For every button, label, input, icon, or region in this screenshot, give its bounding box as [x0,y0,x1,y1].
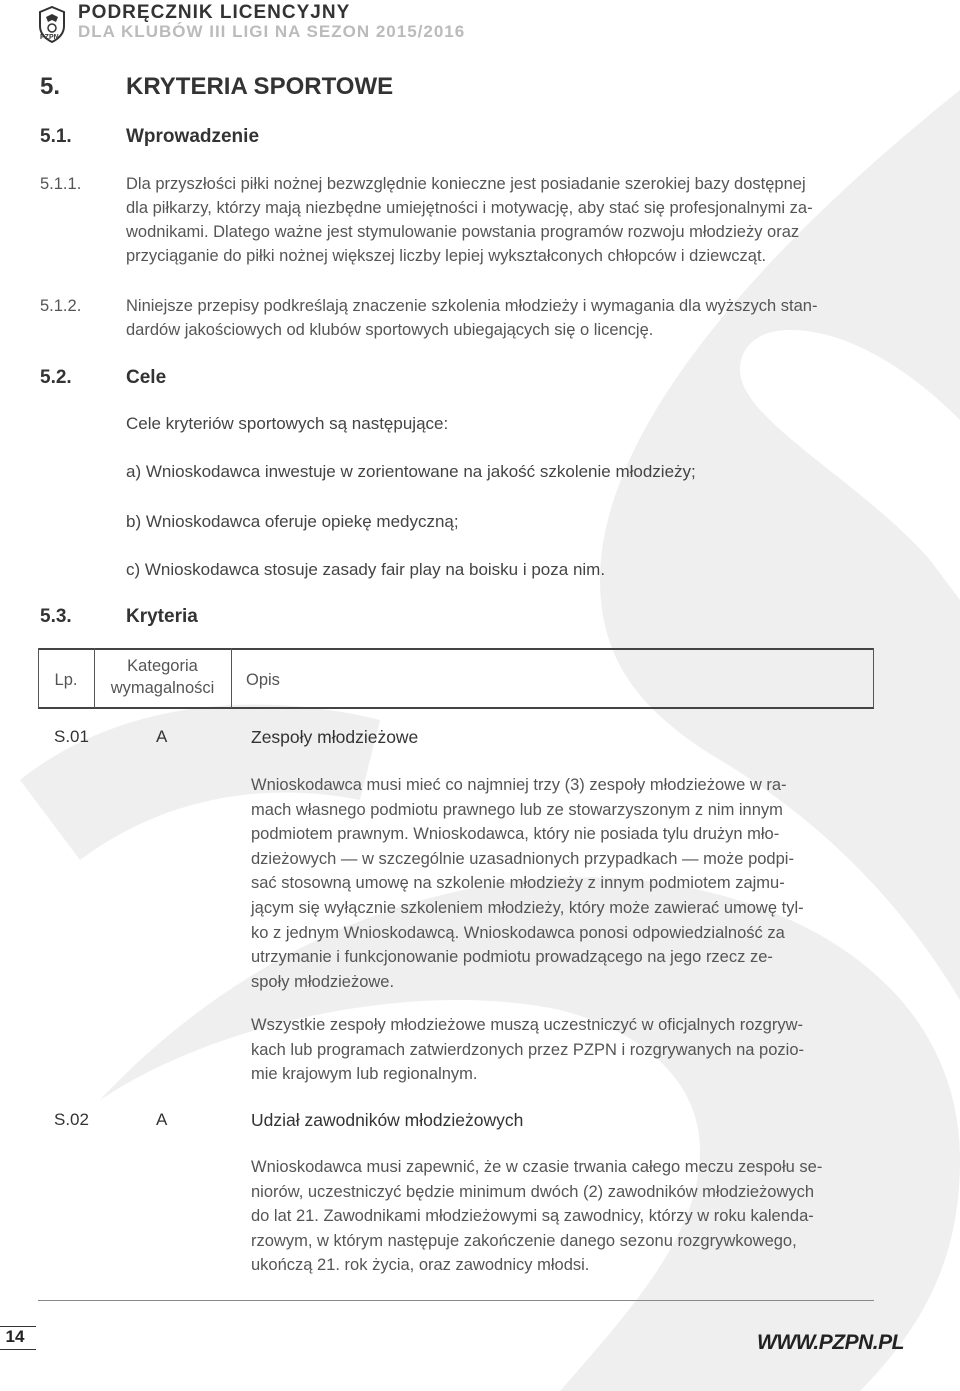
paragraph-text [126,294,886,342]
table-header-line: Kategoria [127,657,198,675]
page-number: 14 [5,1327,25,1346]
description-line: ko z jednym Wnioskodawcą. Wnioskodawca ponosi odpowiedzialność za [251,923,785,942]
goal-item: c) Wnioskodawca stosuje zasady fair play na boisku i poza nim. [126,560,606,579]
paragraph-line: przyciąganie do piłki nożnej większej liczby lepiej wykształconych chłopców i dziewcząt. [126,247,767,265]
paragraph-line: Dla przyszłości piłki nożnej bezwzględnie konieczne jest posiadanie szerokiej bazy dostępnej [126,175,806,193]
row-id: S.02 [54,1110,89,1129]
table-header-description: Opis [246,671,280,689]
footer-url[interactable]: WWW.PZPN.PL [757,1331,904,1354]
table-top-border [38,648,874,650]
paragraph-line: dardów jakościowych od klubów sportowych ubiegających się o licencję. [126,321,654,339]
description-line: jącym się wyłącznie szkoleniem młodzieży, który może zawierać umowę tyl- [251,898,804,917]
description-line: Wszystkie zespoły młodzieżowe muszą uczestniczyć w oficjalnych rozgryw- [251,1016,803,1034]
table-header-category [94,655,231,699]
paragraph-text [126,172,886,268]
subsection-title: Wprowadzenie [126,126,260,147]
description-line: niorów, uczestniczyć będzie minimum dwóch (2) zawodników młodzieżowych [251,1182,815,1201]
subsection-number: 5.1. [40,126,72,147]
paragraph-line: Niniejsze przepisy podkreślają znaczenie szkolenia młodzieży i wymagania dla wyższych stan- [126,297,818,315]
row-description [251,773,863,994]
paragraph-line: dla piłkarzy, którzy mają niezbędne umiejętności i motywację, aby stać się profesjonalnymi za- [126,199,813,217]
paragraph-number: 5.1.2. [40,297,82,315]
description-line: społy młodzieżowe. [251,972,395,991]
row-description [251,1013,863,1087]
logo-text: PZPN [40,34,59,41]
subsection-number: 5.2. [40,367,72,388]
row-category: A [156,1110,168,1129]
description-line: rzowym, w którym następuje zakończenie danego sezonu rozgrywkowego, [251,1231,797,1250]
section-title: KRYTERIA SPORTOWE [126,73,394,100]
subsection-number: 5.3. [40,606,72,627]
description-line: kach lub programach zatwierdzonych przez PZPN i rozgrywanych na pozio- [251,1040,804,1059]
description-line: sać stosowną umowę na szkolenie młodzieży z innym podmiotem zajmu- [251,874,785,893]
row-title: Udział zawodników młodzieżowych [251,1110,524,1130]
table-divider [873,648,874,708]
footer-rule [38,1300,874,1301]
header-title: PODRĘCZNIK LICENCYJNY [78,2,351,23]
row-title: Zespoły młodzieżowe [251,727,419,747]
header-subtitle: DLA KLUBÓW III LIGI NA SEZON 2015/2016 [78,22,466,41]
paragraph-number: 5.1.1. [40,175,82,193]
description-line: do lat 21. Zawodnikami młodzieżowymi są zawodnicy, którzy w roku kalenda- [251,1207,814,1226]
description-line: mie krajowym lub regionalnym. [251,1065,478,1084]
paragraph-line: wodnikami. Dlatego ważne jest stymulowanie powstania programów rozwoju młodzieży oraz [126,223,800,241]
description-line: mach własnego podmiotu prawnego lub ze stowarzyszonym z nim innym [251,800,783,819]
table-header-lp: Lp. [54,671,78,689]
description-line: dzieżowych — w szczególnie uzasadnionych przypadkach — może podpi- [251,849,794,868]
description-line: utrzymanie i funkcjonowanie podmiotu prowadzącego na jego rzecz ze- [251,948,773,967]
description-line: podmiotem prawnym. Wnioskodawca, który nie posiada tylu drużyn mło- [251,825,780,844]
goal-item: a) Wnioskodawca inwestuje w zorientowane na jakość szkolenie młodzieży; [126,462,696,481]
table-divider [231,648,232,708]
row-id: S.01 [54,727,89,746]
subsection-title: Kryteria [126,606,198,627]
row-description [251,1155,863,1278]
section-number: 5. [40,73,61,100]
description-line: ukończą 21. rok życia, oraz zawodnicy młodsi. [251,1256,590,1275]
description-line: Wnioskodawca musi mieć co najmniej trzy (3) zespoły młodzieżowe w ra- [251,776,787,794]
table-header-line: wymagalności [110,679,215,697]
goal-item: b) Wnioskodawca oferuje opiekę medyczną; [126,512,459,531]
row-category: A [156,727,168,746]
subsection-title: Cele [126,367,167,388]
description-line: Wnioskodawca musi zapewnić, że w czasie trwania całego meczu zespołu se- [251,1158,823,1176]
table-header-border [38,707,874,709]
goals-intro: Cele kryteriów sportowych są następujące: [126,414,449,433]
